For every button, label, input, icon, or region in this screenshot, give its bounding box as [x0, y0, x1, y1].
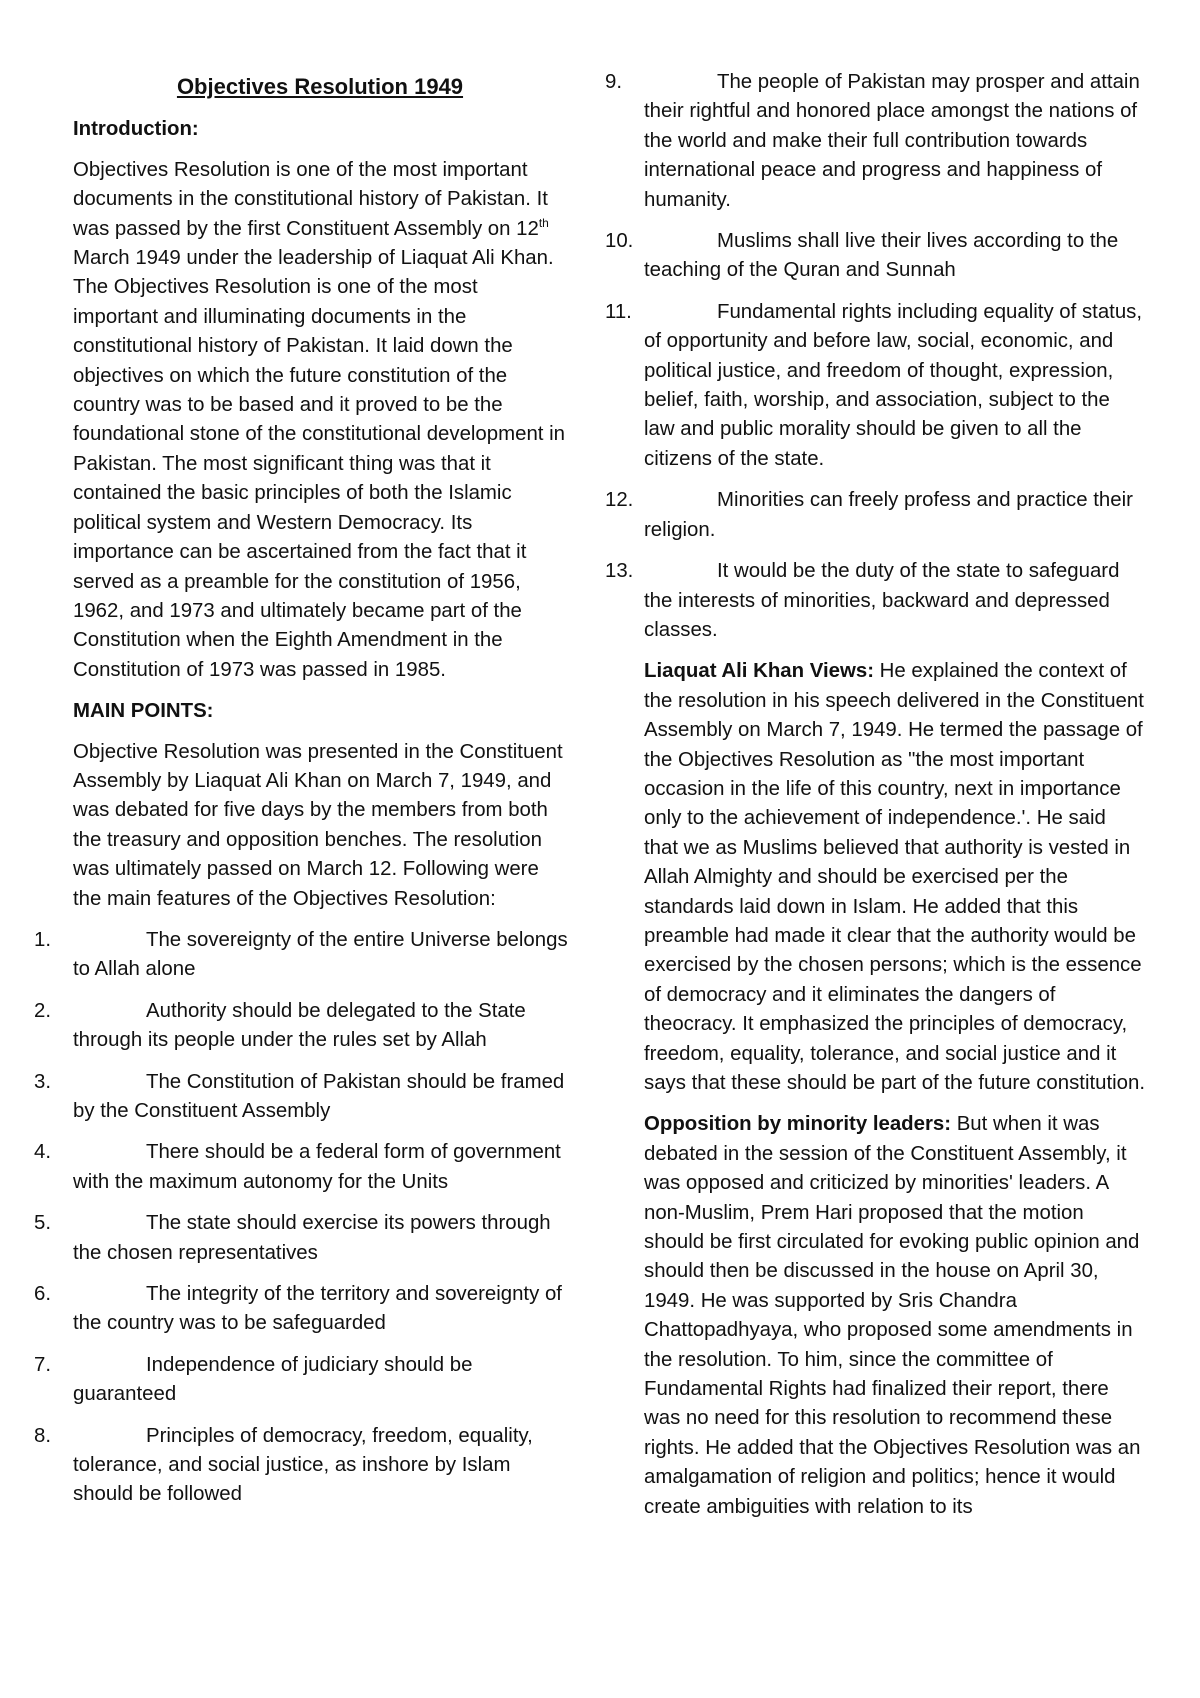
list-item-text: The people of Pakistan may prosper and attain their rightful and honored place amongst the nations of the world and make their full contribution towards international peace and progress and happiness of humanity.	[644, 71, 1140, 211]
list-item-text: Fundamental rights including equality of status, of opportunity and before law, social, economic, and political justice, and freedom of thought, expression, belief, faith, worship, and association, subject to the law and public morality should be given to all the citizens of the state.	[644, 300, 1143, 470]
list-item-number: 3.	[34, 1070, 52, 1093]
liaquat-views-paragraph	[644, 657, 1145, 1098]
list-item-text: Independence of judiciary should be guaranteed	[73, 1353, 473, 1406]
list-item	[34, 1068, 568, 1127]
list-item-number: 4.	[34, 1141, 52, 1164]
list-item-text: There should be a federal form of government with the maximum autonomy for the Units	[73, 1141, 561, 1193]
opposition-label: Opposition by minority leaders:	[644, 1113, 952, 1136]
list-item-number: 5.	[34, 1212, 52, 1235]
list-item-text: The Constitution of Pakistan should be framed by the Constituent Assembly	[73, 1070, 565, 1122]
list-item-number: 13.	[605, 560, 634, 583]
introduction-heading: Introduction:	[73, 118, 199, 141]
list-item-text: Minorities can freely profess and practice their religion.	[644, 489, 1133, 541]
main-points-list-right	[605, 68, 1145, 645]
introduction-text-start: Objectives Resolution is one of the most important documents in the constitutional history of Pakistan. It was passed by the first Constituent Assembly on 12	[73, 158, 548, 240]
list-item-number: 10.	[605, 230, 634, 253]
list-item-number: 2.	[34, 999, 52, 1022]
list-item-number: 6.	[34, 1283, 52, 1306]
list-item	[605, 298, 1145, 474]
list-item	[34, 1280, 568, 1339]
ordinal-superscript: th	[538, 215, 549, 230]
list-item	[34, 1138, 568, 1197]
introduction-paragraph	[73, 156, 568, 685]
list-item	[34, 1209, 568, 1268]
list-item	[605, 486, 1145, 545]
list-item	[34, 926, 568, 985]
main-points-intro: Objective Resolution was presented in the Constituent Assembly by Liaquat Ali Khan on March 7, 1949, and was debated for five days by the members from both the treasury and opposition benches. The resolution was ultimately passed on March 12. Following were the main features of the Objectives Resolution:	[73, 740, 563, 910]
list-item-number: 11.	[605, 300, 632, 323]
opposition-paragraph	[644, 1110, 1145, 1522]
introduction-text-end: March 1949 under the leadership of Liaquat Ali Khan. The Objectives Resolution is one of the most important and illuminating documents in the constitutional history of Pakistan. It laid down the objectives on which the future constitution of the country was to be based and it proved to be the foundational stone of the constitutional development in Pakistan. The most significant thing was that it contained the basic principles of both the Islamic political system and Western Democracy. Its importance can be ascertained from the fact that it served as a preamble for the constitution of 1956, 1962, and 1973 and ultimately became part of the Constitution when the Eighth Amendment in the Constitution of 1973 was passed in 1985.	[73, 247, 565, 681]
list-item	[605, 557, 1145, 645]
list-item-text: Principles of democracy, freedom, equality, tolerance, and social justice, as inshore by Islam should be followed	[73, 1424, 533, 1506]
list-item-text: The sovereignty of the entire Universe belongs to Allah alone	[73, 928, 568, 981]
right-column	[605, 68, 1145, 1534]
list-item-number: 7.	[34, 1353, 52, 1376]
main-points-heading: MAIN POINTS:	[73, 700, 214, 723]
list-item-number: 8.	[34, 1424, 52, 1447]
list-item-number: 1.	[34, 928, 52, 951]
opposition-text: But when it was debated in the session of the Constituent Assembly, it was opposed and criticized by minorities' leaders. A non-Muslim, Prem Hari proposed that the motion should be first circulated for evoking public opinion and should then be discussed in the house on April 30, 1949. He was supported by Sris Chandra Chattopadhyaya, who proposed some amendments in the resolution. To him, since the committee of Fundamental Rights had finalized their report, there was no need for this resolution to recommend these rights. He added that the Objectives Resolution was an amalgamation of religion and politics; hence it would create ambiguities with relation to its	[644, 1113, 1141, 1518]
list-item	[34, 1351, 568, 1410]
list-item-text: The state should exercise its powers through the chosen representatives	[73, 1212, 551, 1264]
list-item	[34, 1422, 568, 1510]
left-column	[34, 68, 568, 1522]
liaquat-views-label: Liaquat Ali Khan Views:	[644, 660, 875, 683]
list-item-number: 9.	[605, 71, 623, 93]
list-item-number: 12.	[605, 489, 634, 512]
document-title: Objectives Resolution 1949	[176, 74, 464, 99]
list-item	[34, 997, 568, 1056]
list-item	[605, 68, 1145, 215]
list-item	[605, 227, 1145, 286]
list-item-text: Authority should be delegated to the State through its people under the rules set by Allah	[73, 999, 526, 1052]
list-item-text: The integrity of the territory and sovereignty of the country was to be safeguarded	[73, 1283, 562, 1335]
list-item-text: It would be the duty of the state to safeguard the interests of minorities, backward and depressed classes.	[644, 560, 1120, 641]
list-item-text: Muslims shall live their lives according to the teaching of the Quran and Sunnah	[644, 230, 1119, 282]
liaquat-views-text: He explained the context of the resolution in his speech delivered in the Constituent Assembly on March 7, 1949. He termed the passage of the Objectives Resolution as "the most important occasion in the life of this country, next in importance only to the achievement of independence.'. He said that we as Muslims believed that authority is vested in Allah Almighty and should be exercised per the standards laid down in Islam. He added that this preamble had made it clear that the authority would be exercised by the chosen persons; which is the essence of democracy and it eliminates the dangers of theocracy. It emphasized the principles of democracy, freedom, equality, tolerance, and social justice and it says that these should be part of the future constitution.	[644, 660, 1146, 1094]
main-points-list-left	[34, 926, 568, 1510]
